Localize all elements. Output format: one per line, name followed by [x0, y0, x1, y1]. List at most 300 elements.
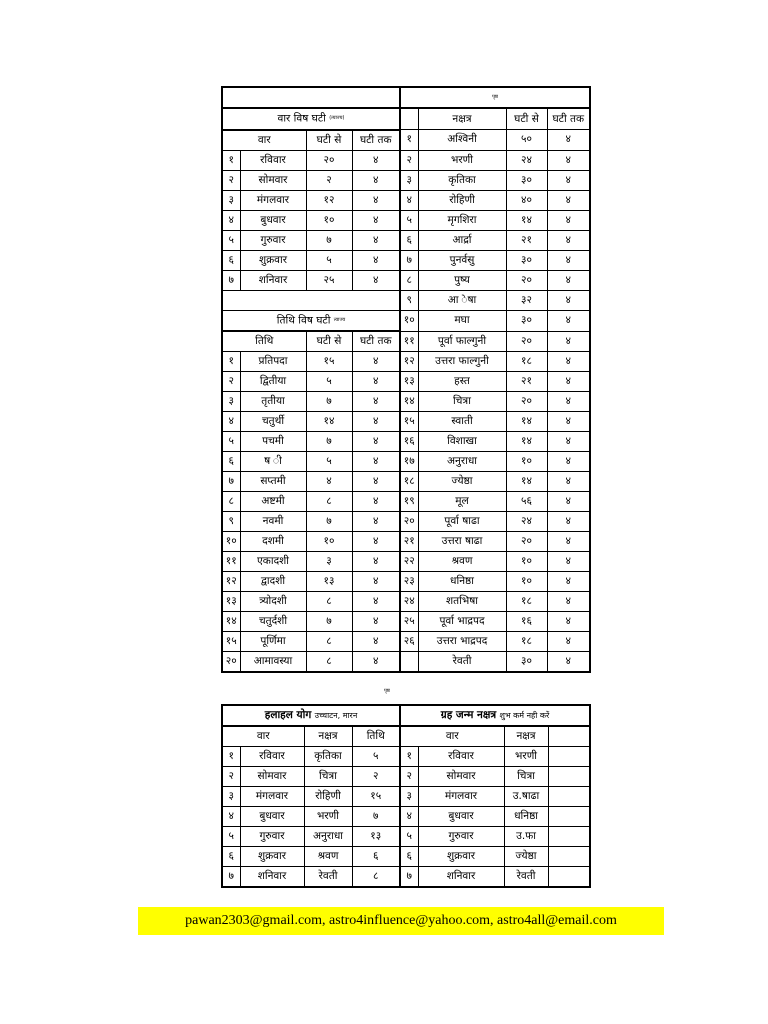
table-cell: शनिवार [418, 867, 504, 888]
table-row [222, 552, 590, 572]
table-row [222, 250, 590, 270]
table-cell: १४ [506, 210, 547, 230]
table-row [222, 726, 590, 747]
table-cell: ४ [547, 532, 590, 552]
table-cell: ३२ [506, 290, 547, 310]
table-cell: भरणी [304, 807, 352, 827]
table-cell: ४ [222, 210, 240, 230]
table-row [222, 632, 590, 652]
table-cell: रेवती [304, 867, 352, 888]
section-title [222, 310, 400, 331]
table-cell: ४ [547, 270, 590, 290]
section-title-text: वार विष घटी [277, 112, 326, 125]
table-cell: ४ [547, 432, 590, 452]
table-cell: ६ [400, 230, 418, 250]
table-cell: ४ [547, 472, 590, 492]
table-cell: ६ [222, 452, 240, 472]
table-row [222, 108, 590, 130]
table-row [222, 787, 590, 807]
table-cell: ४ [547, 230, 590, 250]
section-title [222, 705, 400, 726]
table-row [222, 290, 590, 310]
table-cell: १४ [306, 412, 352, 432]
table-row [222, 412, 590, 432]
table-cell: ६ [222, 847, 240, 867]
table-cell: रेवती [418, 652, 506, 673]
table-cell: शनिवार [240, 867, 304, 888]
blank-cell [548, 867, 590, 888]
table-cell: १४ [506, 412, 547, 432]
table-cell: ८ [306, 492, 352, 512]
table-cell: कृतिका [418, 170, 506, 190]
table-cell: ३० [506, 310, 547, 331]
table-cell: त्र्योदशी [240, 592, 306, 612]
table-cell: १५ [400, 412, 418, 432]
table-cell: कृतिका [304, 747, 352, 767]
table-row [222, 331, 590, 352]
table-cell: ५ [400, 827, 418, 847]
table-cell: ४ [352, 372, 400, 392]
table-cell: १ [400, 747, 418, 767]
table-cell: १२ [222, 572, 240, 592]
table-cell: द्वादशी [240, 572, 306, 592]
table-row [222, 705, 590, 726]
table-cell: आ ेषा [418, 290, 506, 310]
table-cell: ८ [306, 592, 352, 612]
table-cell: ४ [352, 452, 400, 472]
table-cell: ३ [400, 170, 418, 190]
table-cell: मृगशिरा [418, 210, 506, 230]
table-cell: शतभिषा [418, 592, 506, 612]
table-cell: ४ [352, 250, 400, 270]
table-row [222, 452, 590, 472]
table-cell: २ [222, 372, 240, 392]
table-cell: ६ [352, 847, 400, 867]
blank-cell [548, 787, 590, 807]
table-cell: १५ [222, 632, 240, 652]
table-cell: ७ [222, 472, 240, 492]
table-row [222, 230, 590, 250]
table-cell: ५० [506, 130, 547, 151]
table-cell: ४ [547, 392, 590, 412]
table-cell: १८ [400, 472, 418, 492]
table-row [222, 472, 590, 492]
table-cell: १ [222, 150, 240, 170]
table-cell: बुधवार [240, 807, 304, 827]
table-cell: ७ [222, 270, 240, 290]
table-cell: सोमवार [240, 767, 304, 787]
table-cell: रविवार [240, 747, 304, 767]
table-cell: १७ [400, 452, 418, 472]
table-cell: २२ [400, 552, 418, 572]
table-cell: २ [400, 767, 418, 787]
table-row [222, 392, 590, 412]
table-cell: अश्विनी [418, 130, 506, 151]
table-cell: अनुराधा [304, 827, 352, 847]
table-cell: ४ [547, 331, 590, 352]
blank-cell [222, 290, 400, 310]
table-cell: ३ [222, 190, 240, 210]
table-cell: १ [222, 352, 240, 372]
column-header: नक्षत्र [504, 726, 548, 747]
section-title-tiny: (त्याज्य) [329, 115, 345, 121]
table-row [222, 150, 590, 170]
table-cell: ४ [352, 412, 400, 432]
table-cell: ५ [222, 432, 240, 452]
table-cell: ४ [547, 592, 590, 612]
table-row [222, 352, 590, 372]
table-cell: उ.फा [504, 827, 548, 847]
table-row [222, 767, 590, 787]
table-cell: ४ [352, 532, 400, 552]
section-title-tiny: त्याज्य [333, 316, 346, 323]
table-cell: ४ [352, 230, 400, 250]
table-cell: ४ [547, 250, 590, 270]
table-cell: ५ [306, 250, 352, 270]
table-cell: १३ [352, 827, 400, 847]
table-cell: २० [400, 512, 418, 532]
table-cell: २४ [400, 592, 418, 612]
table-cell: ८ [306, 652, 352, 673]
table-cell: विशाखा [418, 432, 506, 452]
table-cell: २० [506, 532, 547, 552]
halahal-title: हलाहल योग [264, 709, 312, 721]
table-cell: ४ [547, 652, 590, 673]
table-cell: ४ [352, 512, 400, 532]
table-row [222, 512, 590, 532]
table-cell: ९ [400, 290, 418, 310]
table-cell: १९ [400, 492, 418, 512]
table-cell: २४ [506, 150, 547, 170]
table-cell: ४ [352, 492, 400, 512]
table-cell: मंगलवार [418, 787, 504, 807]
blank-cell [548, 767, 590, 787]
table-cell: बुधवार [240, 210, 306, 230]
table-row [222, 652, 590, 673]
table-cell: पूर्वा षाढा [418, 512, 506, 532]
blank-cell [548, 827, 590, 847]
table-cell: २० [506, 270, 547, 290]
table-cell: २० [506, 331, 547, 352]
table-cell: ७ [222, 867, 240, 888]
table-row [222, 170, 590, 190]
table-cell: ४ [352, 190, 400, 210]
table-cell: १३ [400, 372, 418, 392]
table-cell: १० [306, 532, 352, 552]
table-cell: १० [400, 310, 418, 331]
table-cell: उत्तरा षाढा [418, 532, 506, 552]
table-row [222, 532, 590, 552]
table-cell: चित्रा [304, 767, 352, 787]
column-header: घटी तक [547, 108, 590, 130]
table-cell: ४ [547, 130, 590, 151]
table-cell: चतुर्थी [240, 412, 306, 432]
table-cell: ४ [352, 270, 400, 290]
column-header: तिथि [352, 726, 400, 747]
table-cell: ४ [352, 552, 400, 572]
table-cell: ४ [547, 290, 590, 310]
table-cell: ५ [400, 210, 418, 230]
table-cell: शुक्रवार [240, 847, 304, 867]
page-mark: पृष्ठ [400, 87, 590, 108]
table-cell: ७ [400, 867, 418, 888]
table-cell: रविवार [418, 747, 504, 767]
table-cell: ५ [352, 747, 400, 767]
table-row [222, 747, 590, 767]
table-cell: अष्टमी [240, 492, 306, 512]
table-cell: ८ [352, 867, 400, 888]
table-cell: ११ [222, 552, 240, 572]
table-cell: ६ [400, 847, 418, 867]
table-cell: नवमी [240, 512, 306, 532]
table-cell: १४ [506, 472, 547, 492]
table-cell: २३ [400, 572, 418, 592]
table-cell: २० [506, 392, 547, 412]
table-cell: चित्रा [504, 767, 548, 787]
table-cell: ११ [400, 331, 418, 352]
table-cell: १४ [506, 432, 547, 452]
table-cell: ८ [400, 270, 418, 290]
table-cell: ४ [222, 412, 240, 432]
table-cell: रविवार [240, 150, 306, 170]
table-cell: ४ [400, 190, 418, 210]
table-cell: ७ [306, 512, 352, 532]
table-row [222, 432, 590, 452]
grah-janm-subtitle: शुभ कर्म नही करें [499, 711, 550, 720]
table-cell: ४ [547, 632, 590, 652]
table-cell: आमावस्या [240, 652, 306, 673]
table-cell: पूर्णिमा [240, 632, 306, 652]
table-cell: १८ [506, 352, 547, 372]
table-cell: उत्तरा फाल्गुनी [418, 352, 506, 372]
grah-janm-title: ग्रह जन्म नक्षत्र [440, 709, 497, 721]
blank-cell [548, 807, 590, 827]
table-cell: बुधवार [418, 807, 504, 827]
column-header: वार [400, 726, 504, 747]
table-cell: २४ [506, 512, 547, 532]
table-cell: २६ [400, 632, 418, 652]
table-cell: अनुराधा [418, 452, 506, 472]
table-cell: ३ [222, 787, 240, 807]
table-cell: ४ [352, 170, 400, 190]
table-cell: ४ [547, 372, 590, 392]
footer-emails: pawan2303@gmail.com, astro4influence@yahoo.com, astro4all@email.com [138, 907, 664, 935]
table-cell: ज्येष्ठा [504, 847, 548, 867]
table-cell: भरणी [418, 150, 506, 170]
column-header: वार [222, 726, 304, 747]
column-header: नक्षत्र [304, 726, 352, 747]
table-cell: ४ [547, 552, 590, 572]
table-cell: २१ [506, 230, 547, 250]
table-cell: ४ [547, 310, 590, 331]
table-cell: ४ [400, 807, 418, 827]
table-cell: मघा [418, 310, 506, 331]
column-header: घटी तक [352, 130, 400, 151]
table-cell: ४ [547, 150, 590, 170]
halahal-grah-table [221, 704, 591, 888]
table-cell: ४ [306, 472, 352, 492]
table-cell: १३ [306, 572, 352, 592]
table-cell: १ [222, 747, 240, 767]
table-cell: ७ [400, 250, 418, 270]
table-cell: ५६ [506, 492, 547, 512]
table-cell: एकादशी [240, 552, 306, 572]
table-cell: पूर्वा फाल्गुनी [418, 331, 506, 352]
table-cell: धनिष्ठा [418, 572, 506, 592]
table-cell: १० [506, 572, 547, 592]
table-cell: द्वितीया [240, 372, 306, 392]
table-row [222, 270, 590, 290]
table-cell: २१ [506, 372, 547, 392]
table-cell: ७ [306, 612, 352, 632]
table-cell: ज्येष्ठा [418, 472, 506, 492]
table-cell: ३० [506, 250, 547, 270]
section-title [400, 705, 590, 726]
column-header: घटी तक [352, 331, 400, 352]
table-cell: तृतीया [240, 392, 306, 412]
table-cell: पूर्वा भाद्रपद [418, 612, 506, 632]
column-header: नक्षत्र [418, 108, 506, 130]
table-cell: ४ [547, 190, 590, 210]
table-cell: १५ [352, 787, 400, 807]
table-cell: १० [506, 552, 547, 572]
table-cell: १६ [400, 432, 418, 452]
table-cell: गुरुवार [240, 827, 304, 847]
table-cell: मंगलवार [240, 190, 306, 210]
table-cell: १४ [222, 612, 240, 632]
table-cell: १३ [222, 592, 240, 612]
table-cell: ३ [400, 787, 418, 807]
table-cell: धनिष्ठा [504, 807, 548, 827]
table-cell: १८ [506, 592, 547, 612]
table-cell: ५ [222, 827, 240, 847]
table-cell: ४ [352, 652, 400, 673]
table-row [222, 612, 590, 632]
table-cell: ४ [352, 472, 400, 492]
table-cell: २ [222, 170, 240, 190]
table-cell: शनिवार [240, 270, 306, 290]
table-cell: ४ [547, 512, 590, 532]
table-cell: सप्तमी [240, 472, 306, 492]
table-cell: रोहिणी [304, 787, 352, 807]
table-row [222, 827, 590, 847]
column-header: वार [222, 130, 306, 151]
table-cell: २ [400, 150, 418, 170]
table-cell: श्रवण [304, 847, 352, 867]
table-cell: गुरुवार [240, 230, 306, 250]
table-row [222, 87, 590, 108]
table-cell: प्रतिपदा [240, 352, 306, 372]
table-cell: ४ [352, 352, 400, 372]
halahal-subtitle: उच्चाटन, मारन [314, 711, 358, 720]
blank-cell [548, 747, 590, 767]
blank-cell [222, 87, 400, 108]
table-cell: ४ [352, 632, 400, 652]
table-cell: स्वाती [418, 412, 506, 432]
table-cell: ४० [506, 190, 547, 210]
table-cell: ५ [222, 230, 240, 250]
table-cell: ४ [222, 807, 240, 827]
table-cell: ४ [352, 432, 400, 452]
table-cell: ४ [547, 612, 590, 632]
table-cell: ४ [352, 572, 400, 592]
table-cell: ३ [306, 552, 352, 572]
table-cell: ७ [306, 432, 352, 452]
table-cell: २ [222, 767, 240, 787]
table-cell: १६ [506, 612, 547, 632]
table-cell: ३० [506, 170, 547, 190]
table-cell: आर्द्रा [418, 230, 506, 250]
table-cell: ५ [306, 452, 352, 472]
table-cell: २० [222, 652, 240, 673]
table-row [222, 572, 590, 592]
table-cell: ४ [352, 612, 400, 632]
table-cell: मूल [418, 492, 506, 512]
table-cell: ६ [222, 250, 240, 270]
table-cell: २१ [400, 532, 418, 552]
table-cell: ३० [506, 652, 547, 673]
table-row [222, 847, 590, 867]
table-cell: ४ [547, 170, 590, 190]
table-cell: ४ [547, 572, 590, 592]
table-cell: ४ [352, 392, 400, 412]
table-cell: ष ी [240, 452, 306, 472]
table-cell: शुक्रवार [240, 250, 306, 270]
table-cell: पुनर्वसु [418, 250, 506, 270]
table-cell: उ.षाढा [504, 787, 548, 807]
table-cell: सोमवार [240, 170, 306, 190]
table-cell: गुरुवार [418, 827, 504, 847]
table-cell: रेवती [504, 867, 548, 888]
table-cell: ४ [352, 592, 400, 612]
table-cell: २ [306, 170, 352, 190]
table-cell: ७ [352, 807, 400, 827]
table-row [222, 592, 590, 612]
table-cell: चतुर्दशी [240, 612, 306, 632]
table-cell: १२ [400, 352, 418, 372]
table-cell: १५ [306, 352, 352, 372]
table-row [222, 867, 590, 888]
table-cell: ८ [306, 632, 352, 652]
table-cell: ७ [306, 230, 352, 250]
table-row [222, 492, 590, 512]
table-row [222, 310, 590, 331]
blank-cell [548, 847, 590, 867]
table-cell: चित्रा [418, 392, 506, 412]
table-cell: ४ [352, 210, 400, 230]
blank-cell [400, 108, 418, 130]
table-cell: भरणी [504, 747, 548, 767]
table-row [222, 190, 590, 210]
table-cell: ४ [547, 352, 590, 372]
table-cell: १० [222, 532, 240, 552]
table-cell: १२ [306, 190, 352, 210]
table-cell: २५ [400, 612, 418, 632]
table-cell: ९ [222, 512, 240, 532]
table-cell: पुष्य [418, 270, 506, 290]
table-row [222, 210, 590, 230]
table-cell: हस्त [418, 372, 506, 392]
table-cell: १८ [506, 632, 547, 652]
column-header: घटी से [306, 130, 352, 151]
table-cell: २ [352, 767, 400, 787]
table-cell: रोहिणी [418, 190, 506, 210]
table-cell: पचमी [240, 432, 306, 452]
blank-cell [548, 726, 590, 747]
table-row [222, 130, 590, 151]
table-cell: ४ [547, 492, 590, 512]
table-cell: १ [400, 130, 418, 151]
